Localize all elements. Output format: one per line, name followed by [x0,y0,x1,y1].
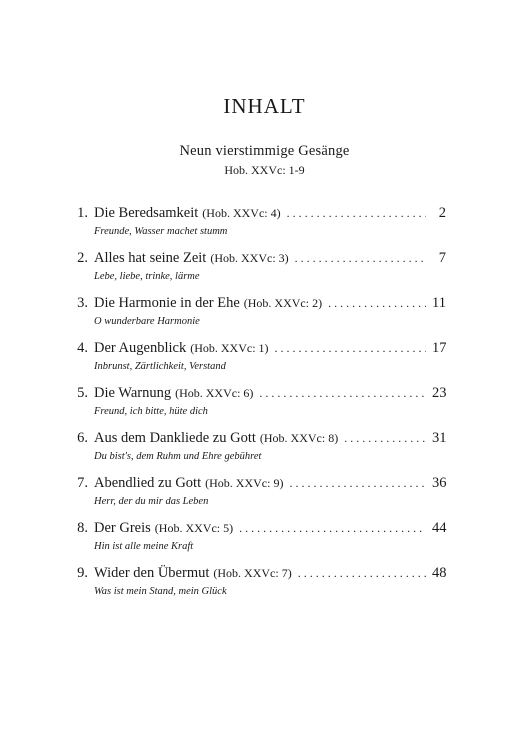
entry-hoboken: (Hob. XXVc: 7) [213,566,292,580]
entry-number: 6. [77,430,88,446]
dot-leader [298,566,426,581]
entry-title: Der Greis [94,520,151,536]
entry-hoboken: (Hob. XXVc: 4) [202,206,281,220]
page-title: INHALT [223,94,306,118]
entry-hoboken: (Hob. XXVc: 9) [205,476,284,490]
dot-leader [259,386,426,401]
collection-title: Neun vierstimmige Gesänge [179,143,350,159]
dot-leader [295,251,426,266]
toc-entry [62,385,446,430]
entry-incipit: Inbrunst, Zärtlichkeit, Verstand [94,361,226,372]
entry-page: 7 [438,250,446,266]
dot-leader [275,341,426,356]
entry-page: 11 [432,295,446,311]
toc-entry [62,295,446,340]
entry-page: 44 [432,520,447,536]
entry-number: 3. [77,295,88,311]
toc-entry [62,340,446,385]
entry-hoboken: (Hob. XXVc: 8) [259,431,339,445]
table-of-contents [62,205,446,610]
entry-incipit: Lebe, liebe, trinke, lärme [94,271,200,282]
entry-page: 23 [432,385,447,401]
entry-title: Wider den Übermut [94,565,210,581]
entry-title: Alles hat seine Zeit [94,250,207,266]
entry-incipit: Freund, ich bitte, hüte dich [94,406,208,417]
entry-hoboken: (Hob. XXVc: 6) [175,386,254,400]
entry-page: 36 [432,475,447,491]
entry-incipit: Du bist's, dem Ruhm und Ehre gebühret [94,451,262,462]
toc-entry [62,520,446,565]
entry-hoboken: (Hob. XXVc: 2) [243,296,323,310]
entry-number: 4. [77,340,88,356]
dot-leader [344,431,426,446]
dot-leader [328,296,426,311]
entry-title: Der Augenblick [94,340,187,356]
entry-page: 31 [432,430,447,446]
entry-incipit: Was ist mein Stand, mein Glück [94,586,227,597]
entry-number: 2. [77,250,88,266]
entry-number: 8. [77,520,88,536]
entry-incipit: O wunderbare Harmonie [94,316,200,327]
dot-leader [287,206,426,221]
entry-number: 5. [77,385,88,401]
toc-entry [62,430,446,475]
entry-title: Aus dem Dankliede zu Gott [94,430,256,446]
entry-title: Die Warnung [94,385,172,401]
entry-title: Abendlied zu Gott [94,475,202,491]
dot-leader [289,476,426,491]
entry-page: 17 [432,340,447,356]
entry-incipit: Hin ist alle meine Kraft [94,541,194,552]
entry-number: 9. [77,565,88,581]
entry-hoboken: (Hob. XXVc: 3) [210,251,289,265]
toc-entry [62,250,446,295]
entry-hoboken: (Hob. XXVc: 5) [154,521,234,535]
entry-incipit: Freunde, Wasser machet stumm [94,226,228,237]
entry-incipit: Herr, der du mir das Leben [94,496,209,507]
entry-number: 1. [77,205,88,221]
entry-title: Die Harmonie in der Ehe [94,295,240,311]
hoboken-range: Hob. XXVc: 1-9 [224,163,305,177]
toc-entry [62,565,446,610]
entry-hoboken: (Hob. XXVc: 1) [190,341,269,355]
entry-page: 2 [438,205,446,221]
toc-entry [62,475,446,520]
toc-entry [62,205,446,250]
entry-page: 48 [432,565,447,581]
entry-title: Die Beredsamkeit [94,205,199,221]
entry-number: 7. [77,475,88,491]
dot-leader [239,521,426,536]
